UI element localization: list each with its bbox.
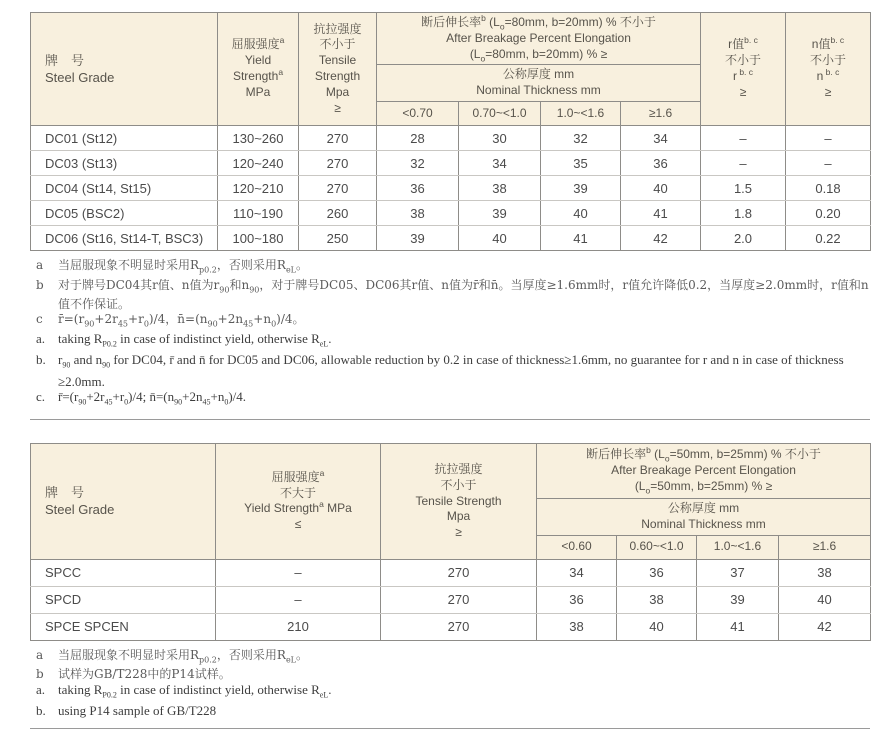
elongation-cell: 36 bbox=[377, 176, 459, 201]
elongation-cell: 39 bbox=[541, 176, 621, 201]
footnote-text: $r̄=(r_{90}+2r_{45}+r_0)/4$，$n̄=(n_{90}+2n_{45}+n_0)/4$。 bbox=[58, 311, 305, 329]
footnote-text: $r̄=(r_{90}+2r_{45}+r_0)/4$; $n̄=(n_{90}+2n_{45}+n_0)/4$. bbox=[58, 389, 247, 407]
yield-cell: – bbox=[216, 559, 381, 586]
elongation-cell: 34 bbox=[537, 559, 617, 586]
table-row bbox=[31, 201, 871, 226]
elongation-cell: 36 bbox=[537, 586, 617, 613]
tensile-cell: 270 bbox=[381, 586, 537, 613]
col-header-tensile-strength: 抗拉强度 不小于 Tensile Strength Mpa ≥ bbox=[299, 13, 377, 126]
subheader-nominal-thickness: 公称厚度 mm Nominal Thickness mm bbox=[377, 65, 701, 102]
footnote-line bbox=[32, 682, 870, 703]
table-row bbox=[31, 176, 871, 201]
footnote-text: taking $R_{P0.2}$ in case of indistinct yield, otherwise $R_{eL}$. bbox=[58, 331, 332, 349]
elongation-cell: 41 bbox=[697, 613, 779, 640]
table-row bbox=[31, 586, 871, 613]
r-value-cell: 2.0 bbox=[701, 226, 786, 251]
col-header-yield-strength: 屈服强度$^a$ 不大于 Yield Strength$^a$ MPa ≤ bbox=[216, 444, 381, 560]
elongation-cell: 42 bbox=[621, 226, 701, 251]
elongation-cell: 39 bbox=[697, 586, 779, 613]
n-value-cell: 0.20 bbox=[786, 201, 871, 226]
grade-cell: SPCC bbox=[31, 559, 216, 586]
footnote-marker: b. bbox=[36, 703, 46, 719]
thickness-col-1: 0.70~<1.0 bbox=[459, 102, 541, 126]
grade-cell: SPCD bbox=[31, 586, 216, 613]
steel-grade-table-80mm bbox=[30, 12, 871, 251]
footnote-line bbox=[32, 703, 870, 719]
elongation-cell: 41 bbox=[621, 201, 701, 226]
tensile-cell: 250 bbox=[299, 226, 377, 251]
elongation-cell: 36 bbox=[617, 559, 697, 586]
footnote-marker: a bbox=[36, 258, 44, 273]
tensile-cell: 270 bbox=[381, 613, 537, 640]
elongation-cell: 40 bbox=[779, 586, 871, 613]
yield-cell: 120~240 bbox=[218, 151, 299, 176]
footnote-text: 对于牌号DC04其r值、n值为$r_{90}$和$n_{90}$，对于牌号DC05、DC06其r值、n值为r̄和n̄。当厚度≥1.6mm时，r值允许降低0.2，当厚度≥2.0mm时，r值和n值不作保证。 bbox=[58, 277, 869, 311]
footnote-marker: a. bbox=[36, 682, 46, 698]
footnote-line bbox=[32, 648, 870, 667]
elongation-cell: 30 bbox=[459, 126, 541, 151]
tensile-cell: 260 bbox=[299, 201, 377, 226]
yield-cell: 130~260 bbox=[218, 126, 299, 151]
elongation-cell: 32 bbox=[377, 151, 459, 176]
elongation-cell: 38 bbox=[377, 201, 459, 226]
footnote-text: 当屈服现象不明显时采用$R_{p0.2}$，否则采用$R_{eL}$。 bbox=[58, 647, 308, 665]
table2-footnotes bbox=[30, 641, 870, 729]
tensile-cell: 270 bbox=[381, 559, 537, 586]
footnote-marker: b. bbox=[36, 352, 46, 368]
elongation-cell: 42 bbox=[779, 613, 871, 640]
thickness-col-2: 1.0~<1.6 bbox=[541, 102, 621, 126]
footnote-marker: c. bbox=[36, 389, 46, 404]
tensile-cell: 270 bbox=[299, 126, 377, 151]
yield-cell: 120~210 bbox=[218, 176, 299, 201]
r-value-cell: 1.5 bbox=[701, 176, 786, 201]
yield-cell: 210 bbox=[216, 613, 381, 640]
table-row bbox=[31, 559, 871, 586]
footnote-text: $r_{90}$ and $n_{90}$ for DC04, r̄ and n̄ for DC05 and DC06, allowable reduction by 0.2 in case of thickness≥1.6mm, no guarantee for r and n in case of thickness ≥2.0mm. bbox=[58, 352, 844, 389]
footnote-text: 试样为GB/T228中的P14试样。 bbox=[58, 667, 231, 682]
elongation-cell: 40 bbox=[459, 226, 541, 251]
elongation-cell: 39 bbox=[459, 201, 541, 226]
col-header-r-value: r值$^{b. c}$ 不小于 r $^{b. c}$ ≥ bbox=[701, 13, 786, 126]
r-value-cell: – bbox=[701, 151, 786, 176]
elongation-cell: 34 bbox=[459, 151, 541, 176]
footnote-text: taking $R_{P0.2}$ in case of indistinct yield, otherwise $R_{eL}$. bbox=[58, 682, 332, 700]
grade-cell: DC03 (St13) bbox=[31, 151, 218, 176]
grade-cell: SPCE SPCEN bbox=[31, 613, 216, 640]
col-header-yield-strength: 屈服强度$^a$ Yield Strength$^a$ MPa bbox=[218, 13, 299, 126]
footnote-line bbox=[32, 389, 870, 410]
elongation-cell: 40 bbox=[621, 176, 701, 201]
grade-cell: DC06 (St16, St14-T, BSC3) bbox=[31, 226, 218, 251]
elongation-cell: 34 bbox=[621, 126, 701, 151]
r-value-cell: 1.8 bbox=[701, 201, 786, 226]
footnote-marker: a. bbox=[36, 331, 46, 347]
thickness-col-0: <0.60 bbox=[537, 535, 617, 559]
footnote-line bbox=[32, 352, 870, 389]
footnote-line bbox=[32, 258, 870, 277]
r-value-cell: – bbox=[701, 126, 786, 151]
yield-cell: 110~190 bbox=[218, 201, 299, 226]
footnote-text: 当屈服现象不明显时采用$R_{p0.2}$，否则采用$R_{eL}$。 bbox=[58, 258, 308, 275]
tensile-cell: 270 bbox=[299, 176, 377, 201]
elongation-cell: 40 bbox=[541, 201, 621, 226]
grade-cell: DC05 (BSC2) bbox=[31, 201, 218, 226]
elongation-cell: 35 bbox=[541, 151, 621, 176]
elongation-cell: 39 bbox=[377, 226, 459, 251]
elongation-cell: 32 bbox=[541, 126, 621, 151]
footnote-marker: b bbox=[36, 667, 44, 682]
elongation-cell: 41 bbox=[541, 226, 621, 251]
thickness-col-2: 1.0~<1.6 bbox=[697, 535, 779, 559]
footnote-line bbox=[32, 278, 870, 312]
col-header-elongation: 断后伸长率$^b$ ($L_o=80mm$, b=20mm) % 不小于 After Breakage Percent Elongation ($L_o=80mm$, b=20mm) % ≥ bbox=[377, 13, 701, 65]
n-value-cell: – bbox=[786, 151, 871, 176]
elongation-cell: 36 bbox=[621, 151, 701, 176]
elongation-cell: 28 bbox=[377, 126, 459, 151]
section-gap bbox=[30, 420, 870, 443]
table-row bbox=[31, 226, 871, 251]
footnote-marker: c bbox=[36, 311, 43, 326]
table-row bbox=[31, 151, 871, 176]
yield-cell: – bbox=[216, 586, 381, 613]
footnote-marker: a bbox=[36, 647, 44, 662]
elongation-cell: 38 bbox=[617, 586, 697, 613]
table-row bbox=[31, 613, 871, 640]
col-header-elongation: 断后伸长率$^b$ ($L_o=50mm$, b=25mm) % 不小于 After Breakage Percent Elongation ($L_o=50mm$, b=25mm) % ≥ bbox=[537, 444, 871, 499]
subheader-nominal-thickness: 公称厚度 mm Nominal Thickness mm bbox=[537, 499, 871, 536]
thickness-col-1: 0.60~<1.0 bbox=[617, 535, 697, 559]
footnote-line bbox=[32, 667, 870, 682]
elongation-cell: 37 bbox=[697, 559, 779, 586]
col-header-steel-grade: 牌 号 Steel Grade bbox=[31, 444, 216, 560]
n-value-cell: 0.18 bbox=[786, 176, 871, 201]
table-row bbox=[31, 126, 871, 151]
footnote-line bbox=[32, 331, 870, 352]
footnote-text: using P14 sample of GB/T228 bbox=[58, 703, 217, 719]
grade-cell: DC01 (St12) bbox=[31, 126, 218, 151]
footnote-marker: b bbox=[36, 277, 44, 292]
elongation-cell: 40 bbox=[617, 613, 697, 640]
thickness-col-3: ≥1.6 bbox=[621, 102, 701, 126]
table1-footnotes bbox=[30, 251, 870, 420]
grade-cell: DC04 (St14, St15) bbox=[31, 176, 218, 201]
col-header-steel-grade: 牌 号 Steel Grade bbox=[31, 13, 218, 126]
elongation-cell: 38 bbox=[537, 613, 617, 640]
tensile-cell: 270 bbox=[299, 151, 377, 176]
thickness-col-0: <0.70 bbox=[377, 102, 459, 126]
n-value-cell: – bbox=[786, 126, 871, 151]
col-header-n-value: n值$^{b. c}$ 不小于 n $^{b. c}$ ≥ bbox=[786, 13, 871, 126]
n-value-cell: 0.22 bbox=[786, 226, 871, 251]
col-header-tensile-strength: 抗拉强度 不小于 Tensile Strength Mpa ≥ bbox=[381, 444, 537, 560]
yield-cell: 100~180 bbox=[218, 226, 299, 251]
steel-grade-table-50mm bbox=[30, 443, 871, 641]
footnote-line bbox=[32, 312, 870, 331]
elongation-cell: 38 bbox=[459, 176, 541, 201]
elongation-cell: 38 bbox=[779, 559, 871, 586]
thickness-col-3: ≥1.6 bbox=[779, 535, 871, 559]
